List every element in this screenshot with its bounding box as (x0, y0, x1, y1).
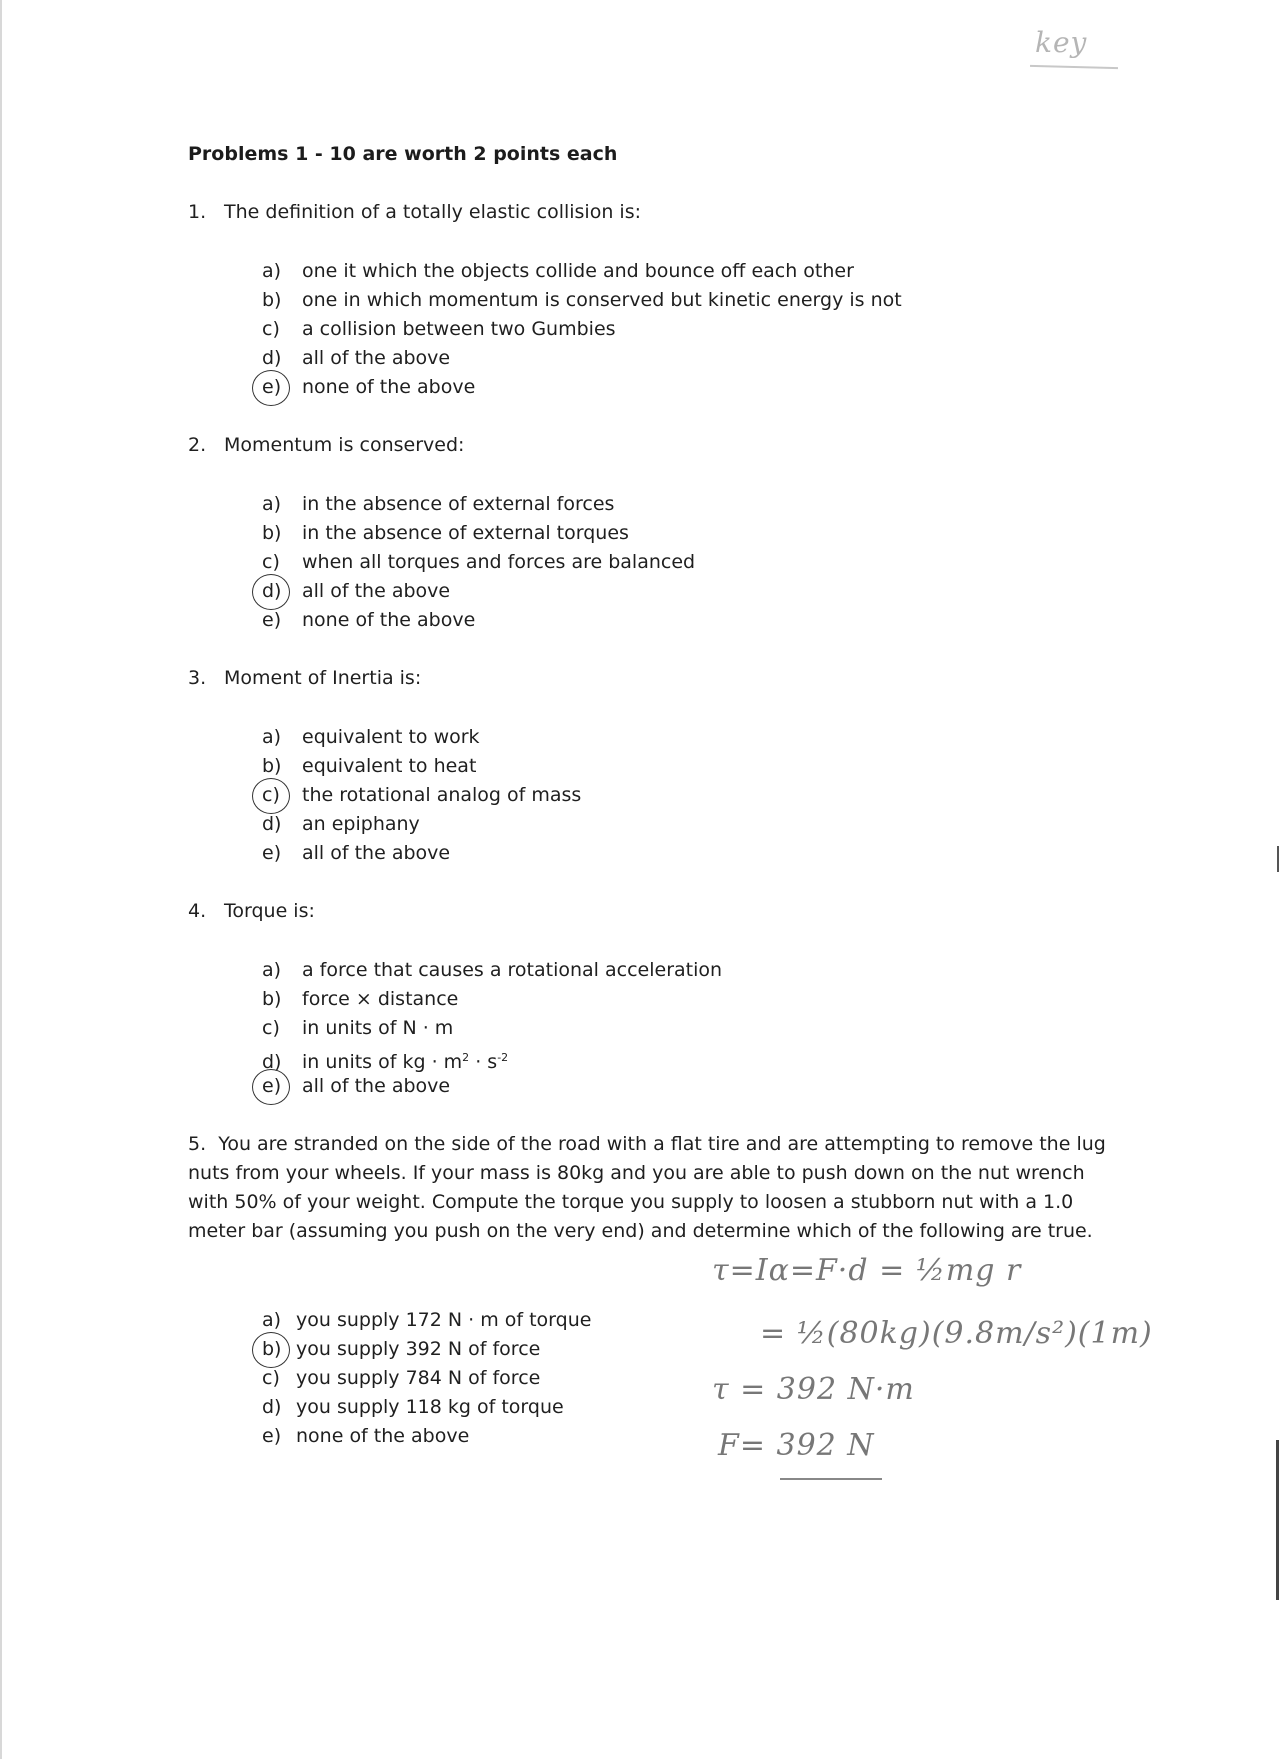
answer-circle (252, 778, 290, 814)
option-text: you supply 118 kg of torque (296, 1396, 564, 1418)
option-text: all of the above (302, 1075, 451, 1097)
option-d (262, 1393, 591, 1422)
option-e (262, 1422, 591, 1451)
option-text-continued: · s (469, 1051, 498, 1073)
option-letter: b) (262, 988, 282, 1010)
question-3-options (262, 723, 581, 868)
question-text: Moment of Inertia is: (224, 667, 422, 689)
question-1 (188, 198, 641, 227)
question-number: 5. (188, 1133, 207, 1155)
key-underline (1030, 65, 1118, 69)
option-letter: a) (262, 959, 282, 981)
option-e (262, 373, 902, 402)
option-letter: c) (262, 784, 280, 806)
page-title: Problems 1 - 10 are worth 2 points each (188, 143, 618, 165)
option-letter: a) (262, 1309, 282, 1331)
option-text: all of the above (302, 347, 451, 369)
question-number: 1. (188, 201, 207, 223)
option-letter: a) (262, 260, 282, 282)
question-5-options (262, 1306, 591, 1451)
question-5 (188, 1130, 1108, 1246)
answer-underline (780, 1478, 882, 1480)
handwritten-force-result: F= 392 N (718, 1428, 875, 1463)
option-b (262, 1335, 591, 1364)
option-d (262, 577, 695, 606)
answer-circle (252, 1069, 290, 1105)
option-text: you supply 784 N of force (296, 1367, 541, 1389)
option-text: when all torques and forces are balanced (302, 551, 696, 573)
option-letter: d) (262, 347, 282, 369)
option-letter: e) (262, 376, 282, 398)
option-text: you supply 172 N · m of torque (296, 1309, 592, 1331)
option-b (262, 752, 581, 781)
option-letter: d) (262, 1051, 282, 1073)
question-text: You are stranded on the side of the road with a flat tire and are attempting to remove the lug nuts from your wheels. If your mass is 80kg and you are able to push down on the nut wrench with 50% of your weight. Compute the torque you supply to loosen a stubborn nut with a 1.0 meter bar (assuming you push on the very end) and determine which of the following are true. (188, 1133, 1106, 1242)
option-e (262, 839, 581, 868)
option-letter: c) (262, 1017, 280, 1039)
option-letter: c) (262, 551, 280, 573)
option-text: you supply 392 N of force (296, 1338, 541, 1360)
handwritten-torque-equation: τ=Iα=F·d = ½mg r (712, 1253, 1022, 1288)
option-text: none of the above (302, 376, 476, 398)
question-number: 3. (188, 667, 207, 689)
scan-edge (0, 0, 2, 1759)
option-letter: c) (262, 1367, 280, 1389)
option-letter: c) (262, 318, 280, 340)
option-a (262, 257, 902, 286)
question-1-options (262, 257, 902, 402)
option-letter: b) (262, 522, 282, 544)
handwritten-substitution: = ½(80kg)(9.8m/s²)(1m) (760, 1316, 1153, 1351)
option-b (262, 985, 722, 1014)
option-letter: e) (262, 842, 282, 864)
option-e (262, 1072, 722, 1101)
option-c (262, 315, 902, 344)
question-number: 4. (188, 900, 207, 922)
option-text: all of the above (302, 580, 451, 602)
answer-circle (252, 370, 290, 406)
option-letter: a) (262, 726, 282, 748)
question-text: Momentum is conserved: (224, 434, 465, 456)
option-text: in the absence of external torques (302, 522, 629, 544)
option-d (262, 1043, 722, 1072)
scan-mark (1277, 846, 1279, 872)
option-letter: d) (262, 1396, 282, 1418)
option-text: force × distance (302, 988, 459, 1010)
answer-circle (252, 1332, 290, 1368)
question-4 (188, 897, 315, 926)
option-letter: b) (262, 289, 282, 311)
option-c (262, 1364, 591, 1393)
option-c (262, 548, 695, 577)
option-a (262, 490, 695, 519)
option-c (262, 1014, 722, 1043)
option-letter: e) (262, 1425, 282, 1447)
option-text: a collision between two Gumbies (302, 318, 616, 340)
option-text: one it which the objects collide and bounce off each other (302, 260, 854, 282)
option-text: in units of N · m (302, 1017, 454, 1039)
option-text: none of the above (302, 609, 476, 631)
question-4-options (262, 956, 722, 1101)
option-text: in the absence of external forces (302, 493, 615, 515)
option-letter: d) (262, 580, 282, 602)
option-letter: e) (262, 609, 282, 631)
handwritten-torque-result: τ = 392 N·m (712, 1372, 915, 1407)
option-text: in units of kg · m (302, 1051, 463, 1073)
option-text: the rotational analog of mass (302, 784, 582, 806)
option-b (262, 519, 695, 548)
option-a (262, 723, 581, 752)
answer-circle (252, 574, 290, 610)
question-3 (188, 664, 421, 693)
option-letter: d) (262, 813, 282, 835)
exponent: -2 (497, 1051, 509, 1064)
option-b (262, 286, 902, 315)
option-text: a force that causes a rotational acceleration (302, 959, 723, 981)
question-text: The definition of a totally elastic collision is: (224, 201, 641, 223)
option-text: an epiphany (302, 813, 420, 835)
question-text: Torque is: (224, 900, 315, 922)
option-text: one in which momentum is conserved but kinetic energy is not (302, 289, 902, 311)
question-2 (188, 431, 464, 460)
option-d (262, 810, 581, 839)
option-text: equivalent to heat (302, 755, 477, 777)
scan-edge-right (1276, 1440, 1279, 1600)
option-text: none of the above (296, 1425, 470, 1447)
option-a (262, 1306, 591, 1335)
question-number: 2. (188, 434, 207, 456)
handwritten-key-label: key (1035, 26, 1088, 59)
option-text: equivalent to work (302, 726, 480, 748)
option-letter: a) (262, 493, 282, 515)
exponent: 2 (462, 1051, 470, 1064)
option-letter: b) (262, 755, 282, 777)
option-e (262, 606, 695, 635)
option-a (262, 956, 722, 985)
option-letter: e) (262, 1075, 282, 1097)
question-2-options (262, 490, 695, 635)
option-d (262, 344, 902, 373)
option-c (262, 781, 581, 810)
option-letter: b) (262, 1338, 282, 1360)
option-text: all of the above (302, 842, 451, 864)
